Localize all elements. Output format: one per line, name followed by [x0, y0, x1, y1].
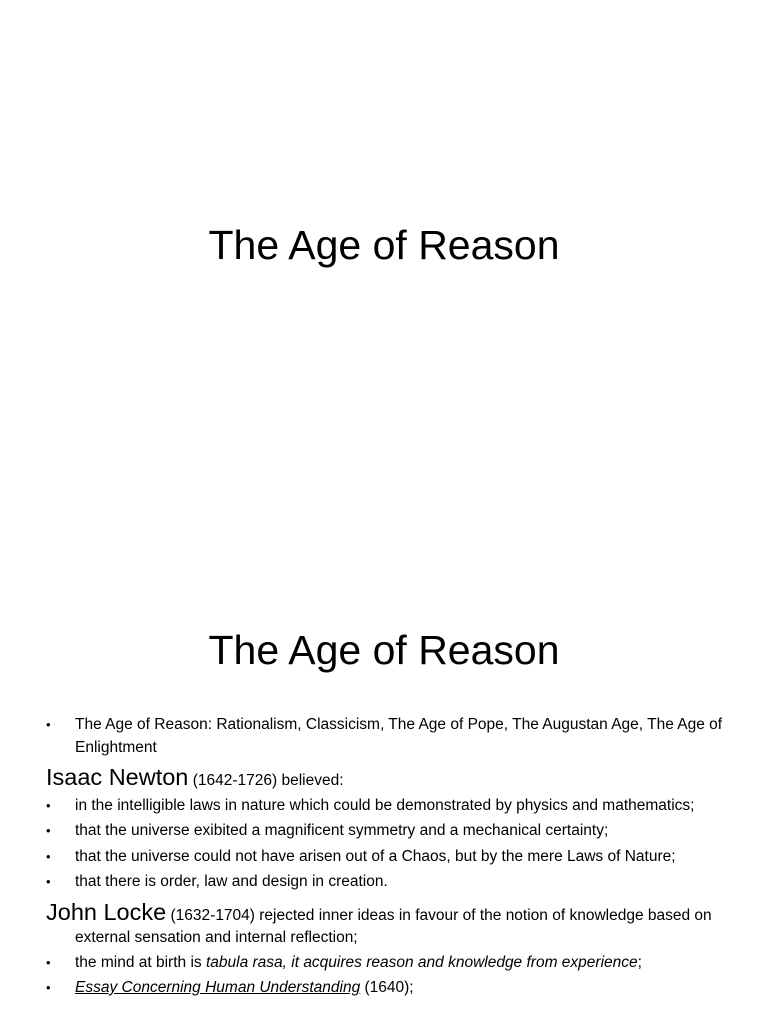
list-item — [46, 846, 736, 869]
slide-2-content — [46, 714, 736, 1003]
locke-bullet-suffix: ; — [637, 953, 642, 971]
slide-1-title: The Age of Reason — [208, 222, 560, 268]
newton-heading — [46, 763, 736, 793]
bullet-marker: • — [46, 717, 51, 732]
locke-name: John Locke — [46, 898, 167, 925]
newton-bullet-text: in the intelligible laws in nature which could be demonstrated by physics and mathematics; — [75, 796, 695, 814]
bullet-marker: • — [46, 980, 51, 995]
newton-bullet-text: that there is order, law and design in creation. — [75, 873, 388, 890]
list-item — [46, 977, 736, 1000]
intro-text: The Age of Reason: Rationalism, Classicism, The Age of Pope, The Augustan Age, The Age of Enlightment — [75, 716, 723, 756]
locke-bullet-prefix: the mind at birth is — [75, 953, 206, 971]
slide-2-title: The Age of Reason — [208, 627, 560, 673]
bullet-marker: • — [46, 823, 51, 838]
list-item — [46, 871, 736, 894]
locke-description: (1632-1704) rejected inner ideas in favour of the notion of knowledge based on external sensation and internal reflection; — [75, 906, 712, 946]
list-item — [46, 795, 736, 818]
newton-name: Isaac Newton — [46, 764, 189, 790]
newton-dates: (1642-1726) believed: — [188, 772, 344, 789]
bullet-marker: • — [46, 848, 51, 864]
locke-essay-date: (1640); — [360, 979, 414, 996]
locke-heading — [46, 898, 736, 950]
bullet-marker: • — [46, 874, 51, 889]
bullet-marker: • — [46, 954, 51, 970]
newton-bullet-text: that the universe could not have arisen out of a Chaos, but by the mere Laws of Nature; — [75, 847, 676, 865]
newton-bullet-text: that the universe exibited a magnificent symmetry and a mechanical certainty; — [75, 822, 609, 839]
list-item — [46, 952, 736, 975]
list-item — [46, 714, 736, 759]
bullet-marker: • — [46, 797, 51, 813]
locke-essay-title: Essay Concerning Human Understanding — [75, 979, 361, 996]
locke-bullet-italic: tabula rasa, it acquires reason and knowledge from experience — [205, 953, 638, 971]
list-item — [46, 820, 736, 843]
